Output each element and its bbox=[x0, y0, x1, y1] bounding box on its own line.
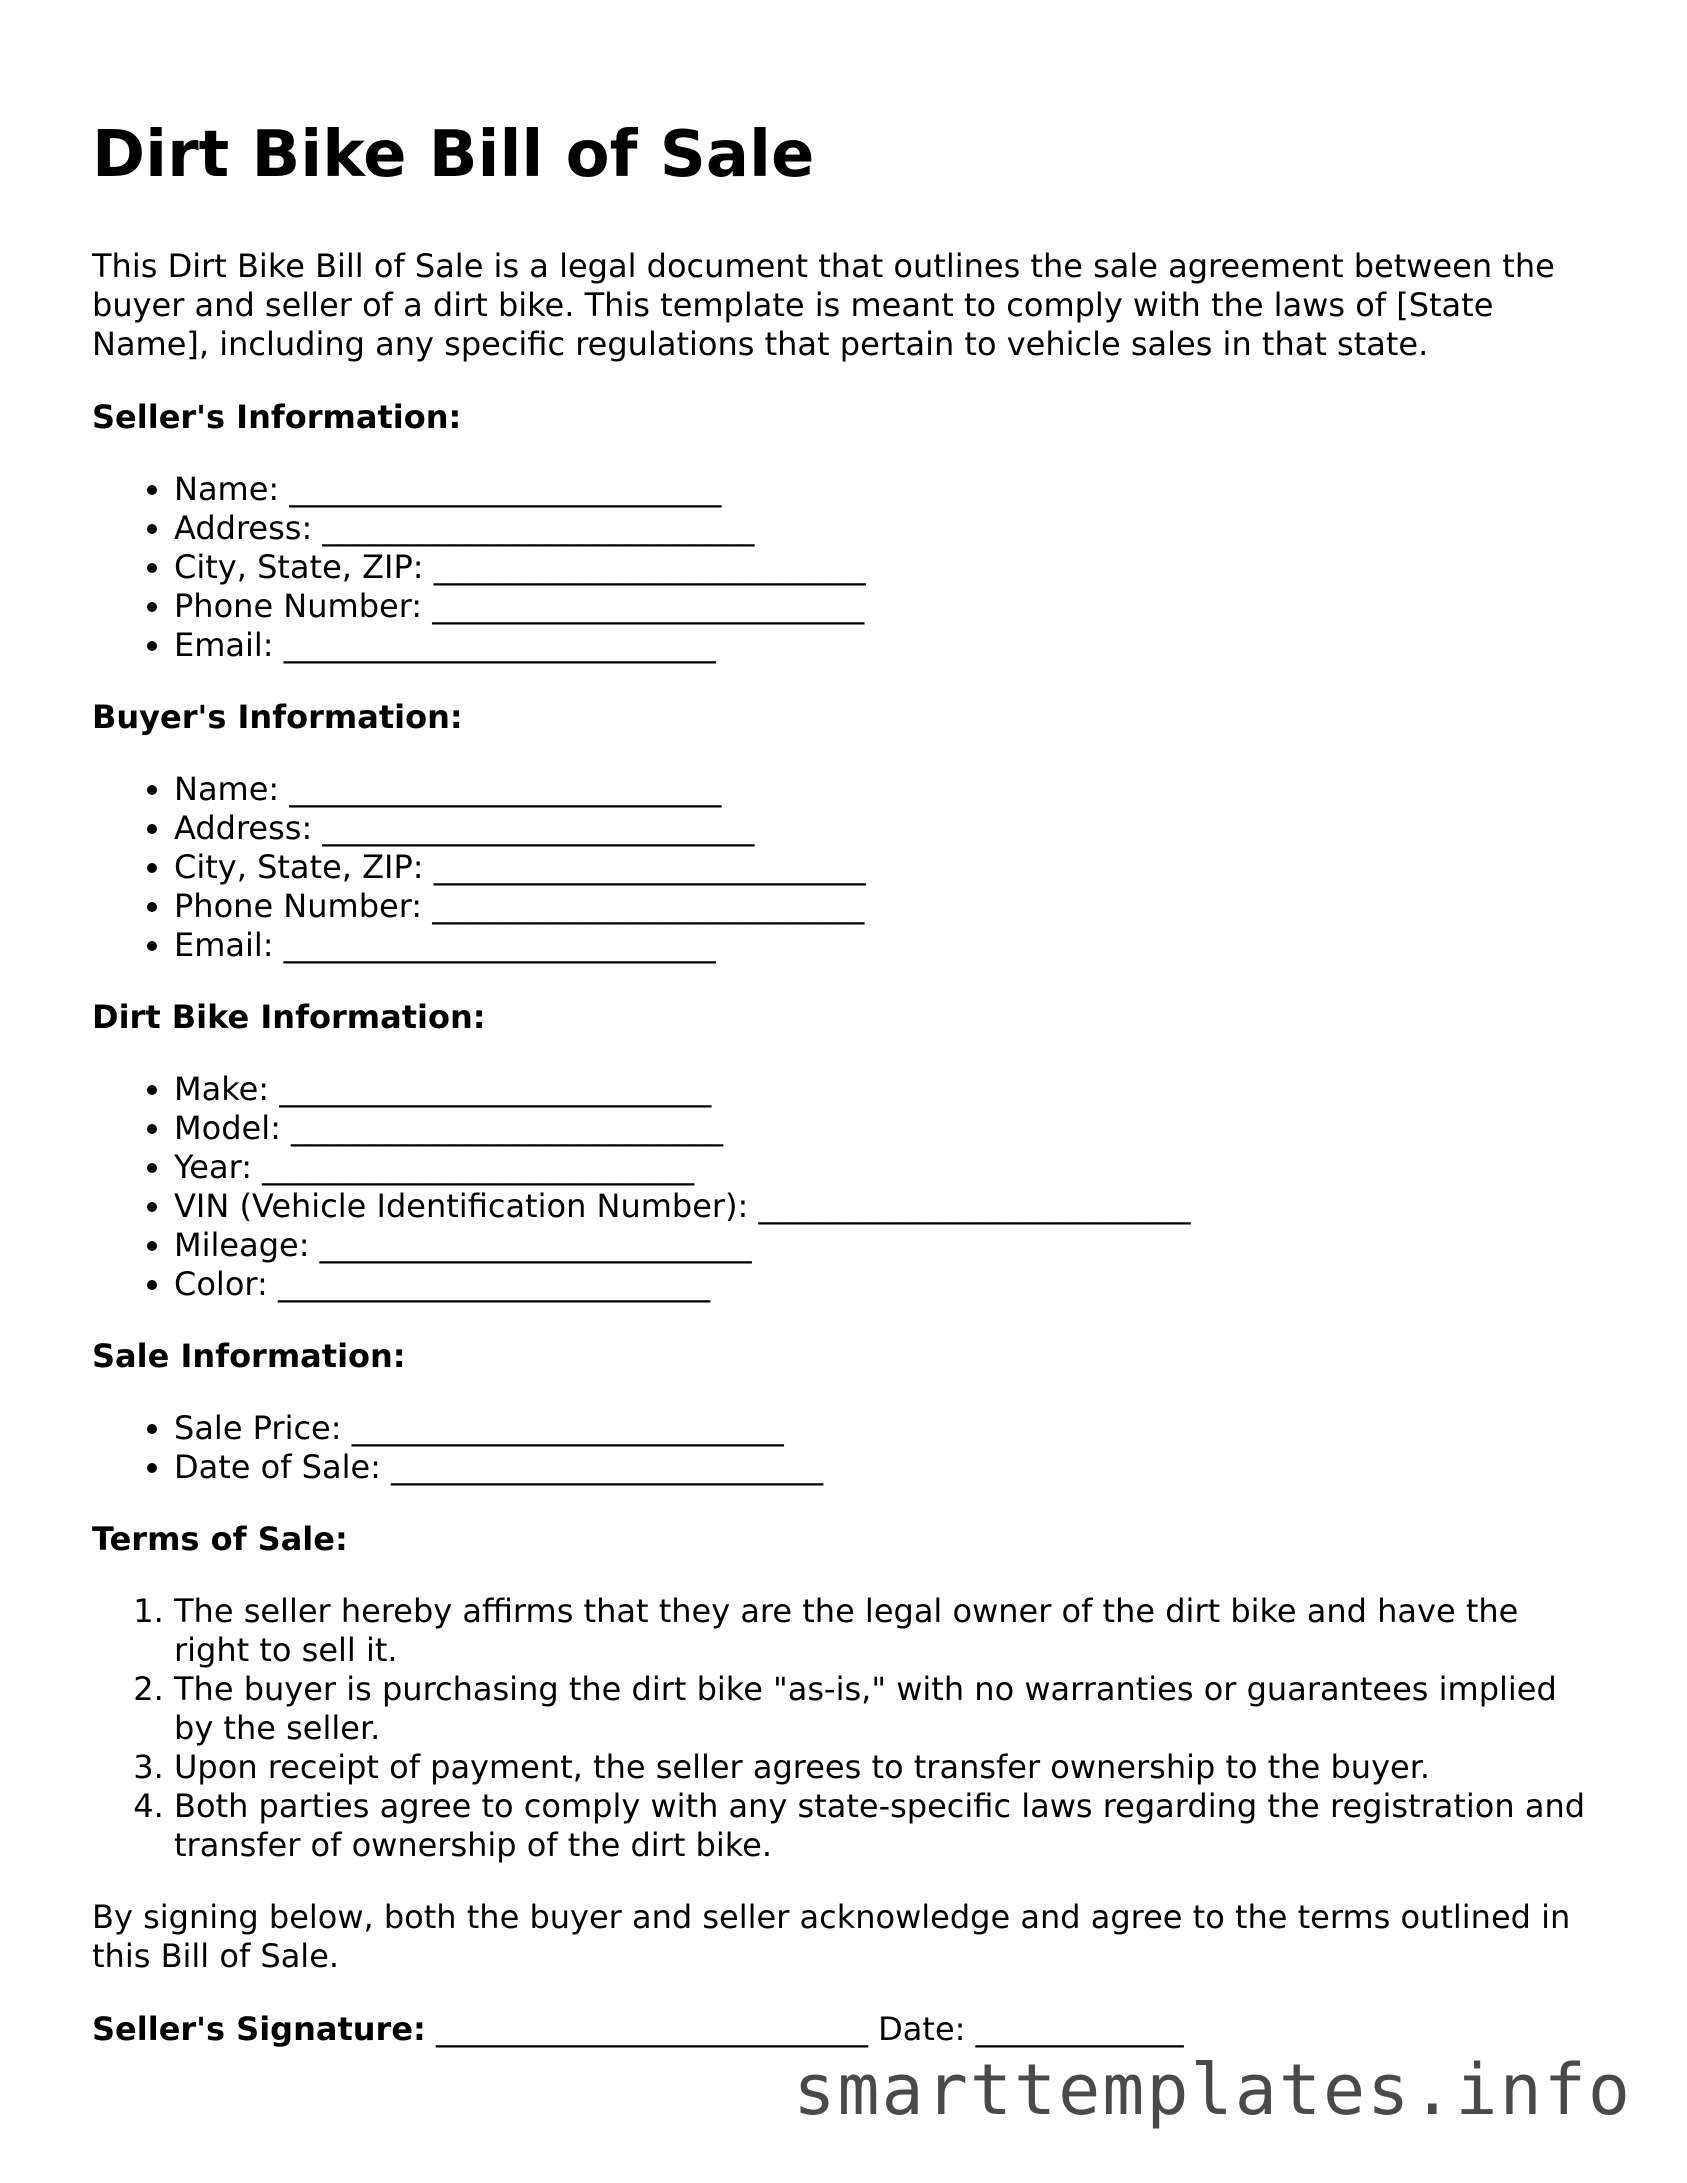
fill-blank: ___________________________ bbox=[283, 926, 716, 964]
list-item: • Email: ___________________________ bbox=[174, 926, 1602, 965]
terms-list bbox=[92, 1592, 1602, 1865]
fill-blank: ___________________________ bbox=[322, 509, 755, 547]
list-item: 3. Upon receipt of payment, the seller agrees to transfer ownership to the buyer. bbox=[174, 1748, 1602, 1787]
list-item: • Mileage: ___________________________ bbox=[174, 1226, 1602, 1265]
fill-blank: ___________________________ bbox=[262, 1148, 695, 1186]
fill-blank: ___________________________ bbox=[322, 809, 755, 847]
fill-blank: ___________________________ bbox=[432, 587, 865, 625]
list-item: • Year: ___________________________ bbox=[174, 1148, 1602, 1187]
watermark: smarttemplates.info bbox=[793, 2049, 1632, 2131]
sale-info-list bbox=[92, 1409, 1602, 1487]
sale-info-heading: Sale Information: bbox=[92, 1337, 406, 1375]
date-label: Date: bbox=[878, 2010, 966, 2048]
signature-blank: ___________________________ bbox=[435, 2010, 868, 2048]
fill-blank: ___________________________ bbox=[351, 1409, 784, 1447]
list-item: • Name: ___________________________ bbox=[174, 470, 1602, 509]
fill-blank: ___________________________ bbox=[391, 1448, 824, 1486]
fill-blank: ___________________________ bbox=[289, 470, 722, 508]
fill-blank: ___________________________ bbox=[277, 1265, 710, 1303]
buyer-info-heading: Buyer's Information: bbox=[92, 698, 463, 736]
fill-blank: ___________________________ bbox=[289, 770, 722, 808]
list-item: 4. Both parties agree to comply with any state-specific laws regarding the registration and transfer of ownership of the dirt bike. bbox=[174, 1787, 1602, 1865]
fill-blank: ___________________________ bbox=[432, 887, 865, 925]
fill-blank: ___________________________ bbox=[758, 1187, 1191, 1225]
list-item: • Color: ___________________________ bbox=[174, 1265, 1602, 1304]
signature-label: Seller's Signature: bbox=[92, 2010, 426, 2048]
list-item: • Phone Number: ___________________________ bbox=[174, 587, 1602, 626]
seller-info-heading: Seller's Information: bbox=[92, 398, 462, 436]
document-title: Dirt Bike Bill of Sale bbox=[92, 118, 815, 192]
list-item: • Model: ___________________________ bbox=[174, 1109, 1602, 1148]
intro-paragraph: This Dirt Bike Bill of Sale is a legal document that outlines the sale agreement between the buyer and seller of a dirt bike. This template is meant to comply with the laws of [State Name], including any specific regulations that pertain to vehicle sales in that state. bbox=[92, 247, 1555, 363]
list-item: 2. The buyer is purchasing the dirt bike "as-is," with no warranties or guarantees implied by the seller. bbox=[174, 1670, 1602, 1748]
list-item: • Name: ___________________________ bbox=[174, 770, 1602, 809]
fill-blank: ___________________________ bbox=[433, 548, 866, 586]
terms-heading: Terms of Sale: bbox=[92, 1520, 348, 1558]
bike-info-heading: Dirt Bike Information: bbox=[92, 998, 486, 1036]
fill-blank: ___________________________ bbox=[279, 1070, 712, 1108]
closing-paragraph: By signing below, both the buyer and seller acknowledge and agree to the terms outlined in this Bill of Sale. bbox=[92, 1898, 1571, 1975]
fill-blank: ___________________________ bbox=[291, 1109, 724, 1147]
list-item: • Email: ___________________________ bbox=[174, 626, 1602, 665]
list-item: 1. The seller hereby affirms that they are the legal owner of the dirt bike and have the right to sell it. bbox=[174, 1592, 1602, 1670]
list-item: • City, State, ZIP: ___________________________ bbox=[174, 848, 1602, 887]
list-item: • Make: ___________________________ bbox=[174, 1070, 1602, 1109]
bike-info-list bbox=[92, 1070, 1602, 1304]
document-page bbox=[92, 115, 1602, 2049]
fill-blank: ___________________________ bbox=[283, 626, 716, 664]
fill-blank: ___________________________ bbox=[433, 848, 866, 886]
fill-blank: ___________________________ bbox=[319, 1226, 752, 1264]
list-item: • Sale Price: ___________________________ bbox=[174, 1409, 1602, 1448]
list-item: • Address: ___________________________ bbox=[174, 809, 1602, 848]
list-item: • VIN (Vehicle Identification Number): ___________________________ bbox=[174, 1187, 1602, 1226]
seller-info-list bbox=[92, 470, 1602, 665]
seller-signature-line bbox=[92, 2010, 1602, 2049]
buyer-info-list bbox=[92, 770, 1602, 965]
date-blank: _____________ bbox=[975, 2010, 1184, 2048]
list-item: • City, State, ZIP: ___________________________ bbox=[174, 548, 1602, 587]
list-item: • Date of Sale: ___________________________ bbox=[174, 1448, 1602, 1487]
list-item: • Phone Number: ___________________________ bbox=[174, 887, 1602, 926]
list-item: • Address: ___________________________ bbox=[174, 509, 1602, 548]
